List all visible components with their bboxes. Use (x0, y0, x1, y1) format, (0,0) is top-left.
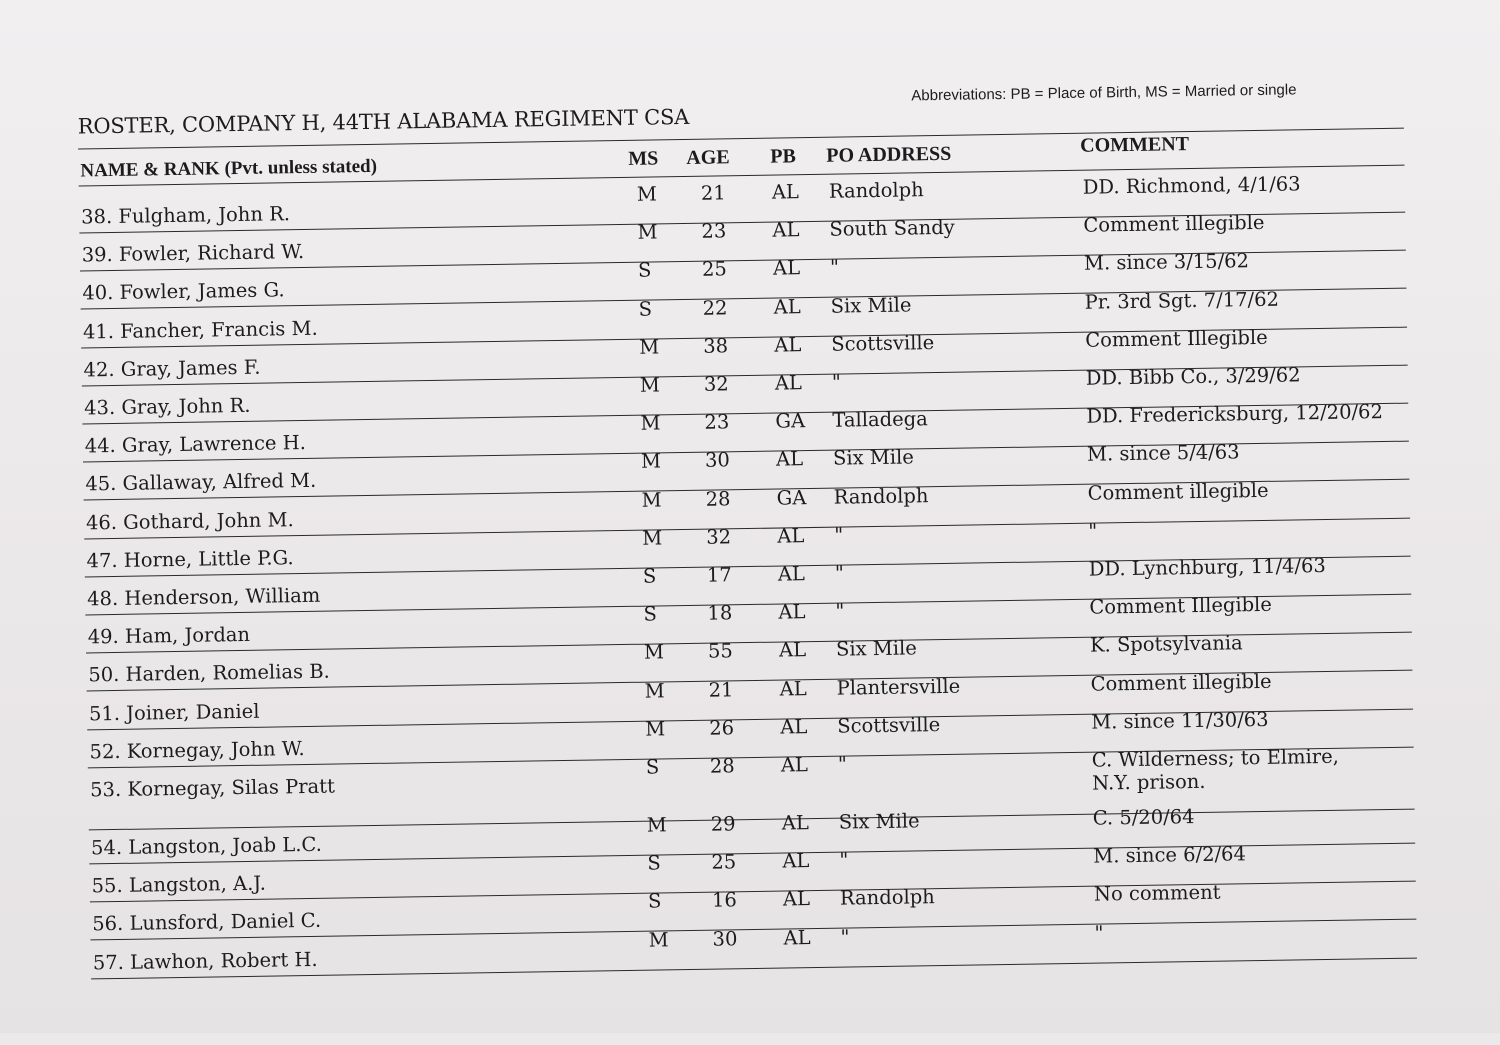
cell-comment: M. since 5/4/63 (1086, 440, 1240, 467)
cell-name: 39. Fowler, Richard W. (81, 240, 305, 267)
cell-comment: C. 5/20/64 (1092, 805, 1195, 830)
cell-po: Scottsville (837, 712, 941, 738)
cell-comment: Comment illegible (1090, 669, 1272, 696)
cell-ms: M (637, 220, 658, 244)
cell-pb: AL (780, 753, 809, 777)
cell-comment: Pr. 3rd Sgt. 7/17/62 (1084, 287, 1280, 314)
cell-name: 51. Joiner, Daniel (88, 699, 260, 725)
cell-pb: AL (773, 294, 801, 319)
cell-age: 21 (708, 677, 734, 702)
cell-comment: Comment illegible (1083, 211, 1265, 237)
cell-comment: " (1094, 921, 1104, 945)
cell-name: 57. Lawhon, Robert H. (92, 947, 318, 974)
cell-po: Randolph (839, 885, 935, 911)
column-header-po-address: PO ADDRESS (826, 142, 952, 167)
cell-ms: M (642, 526, 663, 550)
cell-po: Six Mile (838, 809, 920, 834)
cell-ms: S (647, 889, 662, 914)
abbreviations-note: Abbreviations: PB = Place of Birth, MS = Married or single (911, 81, 1297, 105)
cell-age: 28 (709, 754, 735, 778)
cell-age: 26 (709, 716, 735, 740)
cell-po: " (837, 752, 848, 776)
cell-pb: AL (777, 523, 805, 548)
cell-ms: M (640, 411, 661, 435)
cell-comment: DD. Bibb Co., 3/29/62 (1085, 363, 1301, 390)
cell-age: 17 (706, 563, 732, 587)
cell-ms: S (647, 851, 661, 875)
cell-age: 23 (704, 410, 730, 434)
cell-age: 23 (701, 219, 727, 243)
cell-age: 16 (711, 888, 737, 913)
cell-comment: C. Wilderness; to Elmire, (1091, 744, 1340, 772)
cell-pb: AL (781, 811, 809, 835)
cell-pb: AL (772, 218, 800, 242)
cell-name: 40. Fowler, James G. (82, 278, 285, 305)
cell-ms: M (636, 182, 658, 206)
cell-comment: Comment Illegible (1085, 325, 1268, 352)
cell-po: Randolph (828, 178, 924, 203)
cell-comment: K. Spotsylvania (1089, 631, 1243, 658)
cell-ms: M (641, 487, 662, 512)
cell-name: 56. Lunsford, Daniel C. (92, 909, 322, 936)
cell-comment: Comment Illegible (1089, 593, 1273, 619)
cell-age: 18 (707, 601, 733, 625)
cell-age: 25 (711, 850, 737, 874)
cell-ms: M (640, 449, 662, 474)
cell-age: 55 (707, 639, 734, 664)
cell-comment: Comment illegible (1087, 478, 1269, 505)
cell-name: 48. Henderson, William (86, 583, 321, 611)
cell-name: 46. Gothard, John M. (85, 507, 294, 535)
cell-comment: DD. Lynchburg, 11/4/63 (1088, 553, 1327, 581)
cell-name: 55. Langston, A.J. (91, 871, 266, 898)
cell-ms: S (643, 602, 658, 626)
cell-po: " (834, 523, 844, 547)
cell-age: 32 (706, 525, 732, 549)
cell-pb: AL (782, 849, 810, 873)
cell-po: Six Mile (832, 445, 914, 471)
cell-ms: M (646, 813, 667, 837)
cell-age: 28 (705, 486, 731, 511)
cell-name: 52. Kornegay, John W. (89, 736, 305, 764)
cell-name: 54. Langston, Joab L.C. (90, 832, 323, 860)
cell-name: 42. Gray, James F. (83, 355, 261, 382)
cell-po: " (834, 561, 845, 585)
cell-pb: GA (775, 409, 806, 433)
cell-po: Talladega (832, 407, 928, 432)
cell-comment: M. since 11/30/63 (1091, 707, 1269, 734)
cell-ms: M (639, 335, 660, 359)
cell-age: 32 (703, 372, 729, 396)
cell-age: 21 (700, 181, 726, 205)
cell-name: 49. Ham, Jordan (87, 623, 251, 649)
cell-name: 50. Harden, Romelias B. (88, 660, 330, 687)
row-rule (89, 809, 1415, 834)
cell-pb: GA (776, 485, 807, 510)
cell-pb: AL (777, 562, 806, 586)
cell-po: " (835, 599, 845, 623)
cell-name: 47. Horne, Little P.G. (86, 545, 294, 573)
cell-ms: S (637, 258, 652, 283)
cell-ms: S (638, 297, 653, 321)
cell-name: 44. Gray, Lawrence H. (84, 431, 307, 458)
cell-po: Six Mile (830, 293, 912, 318)
column-header-comment: COMMENT (1079, 133, 1190, 157)
cell-po: " (829, 255, 840, 280)
cell-po: Scottsville (831, 330, 935, 356)
cell-name: 41. Fancher, Francis M. (82, 316, 318, 344)
cell-po: Plantersville (836, 674, 961, 700)
cell-ms: S (645, 755, 660, 779)
cell-age: 30 (712, 926, 738, 951)
cell-po: South Sandy (829, 215, 955, 241)
cell-name: 43. Gray, John R. (83, 393, 251, 420)
cell-pb: AL (778, 638, 807, 662)
cell-ms: S (642, 564, 657, 588)
page-title: ROSTER, COMPANY H, 44TH ALABAMA REGIMENT CSA (77, 104, 690, 139)
cell-po: " (839, 848, 849, 872)
cell-pb: AL (774, 371, 803, 395)
cell-ms: M (643, 640, 665, 665)
cell-ms: M (648, 927, 669, 952)
cell-age: 30 (704, 448, 731, 473)
cell-age: 22 (702, 295, 728, 320)
cell-comment: DD. Fredericksburg, 12/20/62 (1086, 400, 1384, 428)
column-header-age: AGE (686, 146, 730, 169)
cell-comment-continued: N.Y. prison. (1091, 769, 1206, 795)
cell-name: 38. Fulgham, John R. (80, 202, 291, 229)
cell-pb: AL (771, 180, 800, 204)
cell-pb: AL (775, 447, 804, 471)
cell-comment: M. since 6/2/64 (1093, 842, 1247, 868)
cell-comment: DD. Richmond, 4/1/63 (1082, 172, 1301, 199)
cell-comment: M. since 3/15/62 (1083, 249, 1250, 276)
column-header-pb: PB (770, 145, 797, 168)
cell-po: " (831, 370, 842, 394)
cell-po: " (840, 925, 850, 949)
cell-comment: " (1088, 519, 1098, 543)
cell-ms: M (639, 373, 661, 397)
cell-pb: AL (779, 676, 807, 701)
cell-age: 25 (701, 257, 728, 282)
cell-pb: AL (780, 714, 808, 739)
cell-name: 45. Gallaway, Alfred M. (85, 469, 317, 496)
cell-age: 38 (703, 334, 729, 358)
cell-pb: AL (783, 925, 811, 950)
cell-age: 29 (710, 812, 736, 836)
cell-pb: AL (778, 600, 806, 624)
cell-pb: AL (772, 256, 801, 280)
column-header-ms: MS (628, 147, 659, 170)
cell-ms: M (644, 678, 665, 703)
cell-pb: AL (782, 887, 811, 911)
cell-po: Six Mile (835, 636, 917, 662)
cell-name: 53. Kornegay, Silas Pratt (89, 774, 336, 802)
cell-pb: AL (774, 332, 802, 357)
cell-comment: No comment (1093, 881, 1221, 907)
cell-po: Randolph (833, 483, 929, 509)
column-header-name: NAME & RANK (Pvt. unless stated) (80, 155, 378, 182)
cell-ms: M (645, 717, 666, 741)
